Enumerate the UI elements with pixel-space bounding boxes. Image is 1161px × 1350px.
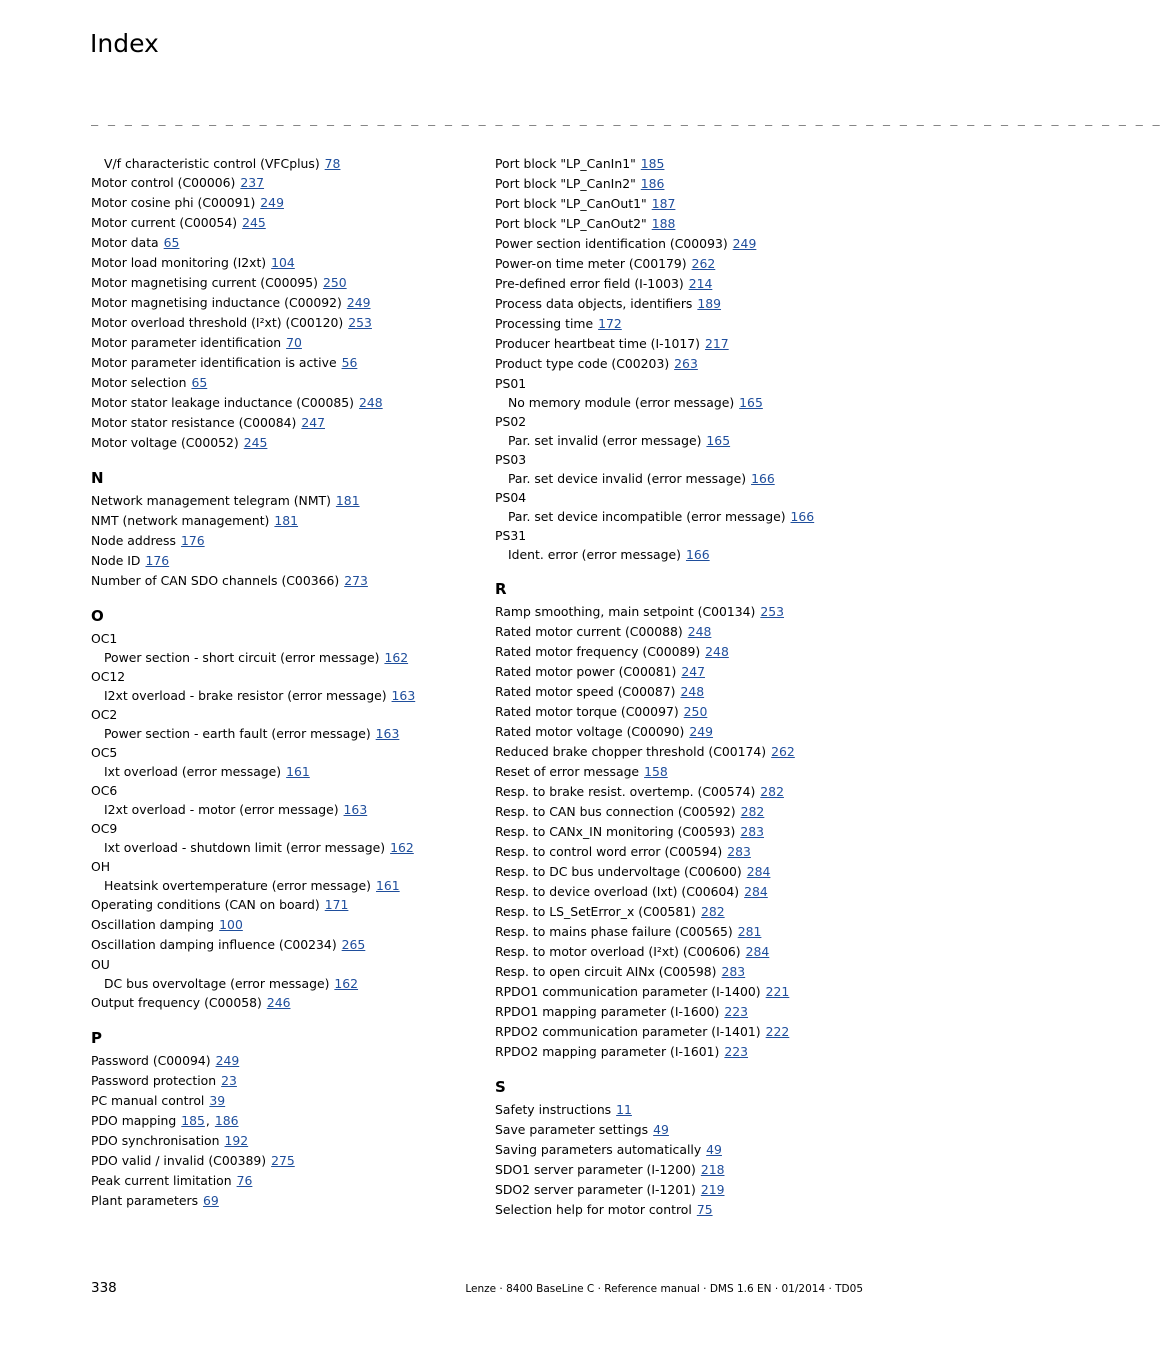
index-entry — [495, 682, 875, 702]
page-link[interactable]: 253 — [760, 604, 785, 619]
page-link[interactable]: 158 — [644, 764, 668, 779]
index-entry — [495, 254, 875, 274]
index-entry-text: Power section identification (C00093) — [495, 236, 728, 251]
index-entry-text: Port block "LP_CanIn2" — [495, 176, 636, 191]
index-entry-text: OC12 — [91, 669, 126, 684]
index-entry — [91, 915, 471, 935]
page-link[interactable]: 221 — [765, 984, 790, 999]
index-entry-text: Motor cosine phi (C00091) — [91, 195, 256, 210]
index-entry-text: Reduced brake chopper threshold (C00174) — [495, 744, 767, 759]
index-entry-text: Ident. error (error message) — [508, 547, 681, 562]
index-subentry — [91, 686, 471, 705]
page-link[interactable]: 282 — [740, 804, 765, 819]
page-link[interactable]: 76 — [236, 1173, 253, 1188]
index-entry-text: Reset of error message — [495, 764, 640, 779]
page-link[interactable]: 187 — [651, 196, 676, 211]
page-link[interactable]: 49 — [706, 1142, 722, 1157]
index-entry — [91, 955, 471, 974]
index-entry-text: RPDO2 mapping parameter (I-1601) — [495, 1044, 720, 1059]
page-link[interactable]: 176 — [180, 533, 205, 548]
index-entry — [495, 662, 875, 682]
page-link[interactable]: 250 — [683, 704, 708, 719]
index-entry — [91, 1151, 471, 1171]
index-entry — [495, 782, 875, 802]
page-link[interactable]: 163 — [343, 802, 368, 817]
page-link[interactable]: 249 — [732, 236, 757, 251]
page-link[interactable]: 273 — [344, 573, 368, 588]
index-entry-text: Par. set invalid (error message) — [508, 433, 702, 448]
page-link[interactable]: 246 — [266, 995, 291, 1010]
page-link[interactable]: 75 — [696, 1202, 713, 1217]
index-entry-text: Port block "LP_CanIn1" — [495, 156, 636, 171]
index-entry-text: OC6 — [91, 783, 118, 798]
page-link[interactable]: 162 — [384, 650, 409, 665]
index-entry-text: Motor load monitoring (I2xt) — [91, 255, 267, 270]
index-entry-text: Power-on time meter (C00179) — [495, 256, 687, 271]
index-entry-text: Peak current limitation — [91, 1173, 232, 1188]
page-link[interactable]: 49 — [653, 1122, 669, 1137]
page-link[interactable]: 39 — [209, 1093, 226, 1108]
page-link[interactable]: 189 — [697, 296, 722, 311]
index-entry — [495, 742, 875, 762]
index-entry — [495, 1200, 875, 1220]
index-entry-text: Safety instructions — [495, 1102, 612, 1117]
index-entry-text: Rated motor torque (C00097) — [495, 704, 679, 719]
index-entry — [495, 802, 875, 822]
page-link[interactable]: 219 — [700, 1182, 725, 1197]
index-subentry — [495, 507, 875, 526]
index-entry — [91, 743, 471, 762]
index-entry — [91, 173, 471, 193]
index-entry-text: Processing time — [495, 316, 594, 331]
index-entry-text: Motor magnetising inductance (C00092) — [91, 295, 342, 310]
index-entry-text: PDO valid / invalid (C00389) — [91, 1153, 267, 1168]
index-entry — [495, 642, 875, 662]
index-letter-heading: S — [495, 1078, 506, 1096]
index-entry-text: Motor selection — [91, 375, 187, 390]
index-subentry — [91, 154, 471, 173]
index-entry — [495, 922, 875, 942]
index-entry-text: Port block "LP_CanOut1" — [495, 196, 647, 211]
page-link[interactable]: 171 — [324, 897, 349, 912]
index-entry — [91, 333, 471, 353]
index-subentry — [91, 876, 471, 895]
index-entry-text: Resp. to DC bus undervoltage (C00600) — [495, 864, 742, 879]
index-entry-text: Motor voltage (C00052) — [91, 435, 239, 450]
index-entry-text: Process data objects, identifiers — [495, 296, 693, 311]
page-link[interactable]: 283 — [721, 964, 746, 979]
index-entry-text: OU — [91, 957, 110, 972]
index-entry — [495, 862, 875, 882]
page-link[interactable]: 185 — [640, 156, 665, 171]
index-entry — [91, 373, 471, 393]
index-entry — [495, 942, 875, 962]
page-link[interactable]: 100 — [219, 917, 243, 932]
index-entry-text: PDO mapping — [91, 1113, 177, 1128]
index-entry-text: Rated motor speed (C00087) — [495, 684, 676, 699]
index-entry — [495, 1002, 875, 1022]
page-link[interactable]: 249 — [260, 195, 284, 210]
page-link[interactable]: 250 — [322, 275, 347, 290]
page-link[interactable]: 283 — [727, 844, 751, 859]
page-link[interactable]: 218 — [700, 1162, 725, 1177]
page-link[interactable]: 262 — [771, 744, 795, 759]
page-link[interactable]: 181 — [274, 513, 299, 528]
index-entry — [495, 962, 875, 982]
index-entry — [495, 762, 875, 782]
page-link[interactable]: 176 — [145, 553, 170, 568]
page-link[interactable]: 284 — [746, 864, 771, 879]
index-entry-text: Node address — [91, 533, 176, 548]
index-entry — [495, 1022, 875, 1042]
page-link[interactable]: 70 — [286, 335, 302, 350]
index-entry — [495, 334, 875, 354]
index-entry — [495, 882, 875, 902]
index-entry-text: Password (C00094) — [91, 1053, 211, 1068]
index-entry — [495, 1160, 875, 1180]
page-link[interactable]: 247 — [681, 664, 705, 679]
index-entry-text: RPDO1 communication parameter (I-1400) — [495, 984, 761, 999]
page-link[interactable]: 56 — [341, 355, 358, 370]
page-link[interactable]: 283 — [740, 824, 765, 839]
index-entry-text: OC1 — [91, 631, 118, 646]
index-entry — [91, 213, 471, 233]
index-letter-heading: N — [91, 469, 104, 487]
index-entry — [91, 233, 471, 253]
page-link[interactable]: 165 — [706, 433, 731, 448]
page-link[interactable]: 223 — [724, 1044, 749, 1059]
page-link[interactable]: 166 — [751, 471, 775, 486]
index-entry — [91, 433, 471, 453]
index-entry — [495, 488, 875, 507]
page-link[interactable]: 186 — [214, 1113, 239, 1128]
index-entry-text: Resp. to motor overload (I²xt) (C00606) — [495, 944, 741, 959]
index-subentry — [91, 762, 471, 781]
index-entry — [91, 1091, 471, 1111]
page-link[interactable]: 69 — [203, 1193, 219, 1208]
page-link[interactable]: 248 — [359, 395, 383, 410]
index-entry-text: Saving parameters automatically — [495, 1142, 702, 1157]
index-entry-text: Motor stator leakage inductance (C00085) — [91, 395, 354, 410]
page-link[interactable]: 247 — [301, 415, 325, 430]
page-link[interactable]: 253 — [348, 315, 372, 330]
index-entry — [91, 667, 471, 686]
page-link[interactable]: 161 — [286, 764, 310, 779]
header-rule: _ _ _ _ _ _ _ _ _ _ _ _ _ _ _ _ _ _ _ _ _ _ _ _ _ _ _ _ _ _ _ _ _ _ _ _ _ _ _ _ _ _ _ _ _ _ _ _ _ _ _ _ _ _ _ _ _ _ _ _ _ _ _ _ — [91, 112, 1161, 126]
page-link[interactable]: 284 — [745, 944, 770, 959]
index-entry — [495, 842, 875, 862]
index-entry-text: Motor parameter identification is active — [91, 355, 337, 370]
index-entry-text: PS04 — [495, 490, 527, 505]
index-entry-text: Ixt overload - shutdown limit (error message) — [104, 840, 386, 855]
index-entry — [91, 1071, 471, 1091]
index-entry-text: Node ID — [91, 553, 141, 568]
index-entry-text: OH — [91, 859, 111, 874]
page-separator: , — [205, 1113, 210, 1128]
index-entry-text: OC5 — [91, 745, 118, 760]
index-entry — [495, 526, 875, 545]
page-link[interactable]: 281 — [737, 924, 762, 939]
index-entry-text: Resp. to CANx_IN monitoring (C00593) — [495, 824, 736, 839]
page-link[interactable]: 165 — [739, 395, 763, 410]
page-link[interactable]: 163 — [391, 688, 416, 703]
index-entry — [91, 895, 471, 915]
index-entry — [495, 214, 875, 234]
page-link[interactable]: 248 — [680, 684, 705, 699]
index-entry-text: DC bus overvoltage (error message) — [104, 976, 330, 991]
index-entry — [495, 982, 875, 1002]
page-link[interactable]: 162 — [390, 840, 414, 855]
index-entry-text: Motor stator resistance (C00084) — [91, 415, 297, 430]
page-link[interactable]: 65 — [191, 375, 208, 390]
index-entry — [495, 1140, 875, 1160]
index-entry-text: Motor data — [91, 235, 159, 250]
index-entry-text: PDO synchronisation — [91, 1133, 220, 1148]
index-entry-text: Network management telegram (NMT) — [91, 493, 331, 508]
index-entry-text: V/f characteristic control (VFCplus) — [104, 156, 320, 171]
page-link[interactable]: 162 — [334, 976, 359, 991]
page-link[interactable]: 163 — [375, 726, 400, 741]
index-entry-text: Resp. to open circuit AINx (C00598) — [495, 964, 717, 979]
index-entry-text: Resp. to device overload (Ixt) (C00604) — [495, 884, 740, 899]
index-entry-text: Motor parameter identification — [91, 335, 282, 350]
index-entry — [495, 622, 875, 642]
page-link[interactable]: 192 — [224, 1133, 249, 1148]
index-entry — [495, 902, 875, 922]
index-entry-text: OC9 — [91, 821, 118, 836]
page-link[interactable]: 186 — [640, 176, 665, 191]
index-entry-text: PS01 — [495, 376, 527, 391]
index-entry — [495, 154, 875, 174]
index-subentry — [91, 974, 471, 993]
page-link[interactable]: 248 — [705, 644, 729, 659]
index-entry-text: Motor control (C00006) — [91, 175, 236, 190]
index-subentry — [91, 838, 471, 857]
index-subentry — [91, 800, 471, 819]
index-entry — [495, 722, 875, 742]
index-entry-text: Rated motor power (C00081) — [495, 664, 677, 679]
index-entry-text: Heatsink overtemperature (error message) — [104, 878, 371, 893]
index-entry-text: Par. set device incompatible (error message) — [508, 509, 786, 524]
index-column-left — [91, 154, 471, 1211]
page-link[interactable]: 282 — [760, 784, 784, 799]
index-entry-text: Rated motor current (C00088) — [495, 624, 683, 639]
index-entry-text: I2xt overload - motor (error message) — [104, 802, 339, 817]
index-entry-text: Motor current (C00054) — [91, 215, 238, 230]
index-entry — [495, 374, 875, 393]
index-entry-text: PC manual control — [91, 1093, 205, 1108]
page-link[interactable]: 248 — [687, 624, 712, 639]
index-entry — [495, 450, 875, 469]
index-entry — [495, 354, 875, 374]
index-entry-text: Power section - short circuit (error message) — [104, 650, 380, 665]
index-entry-text: Ramp smoothing, main setpoint (C00134) — [495, 604, 756, 619]
index-entry-text: Operating conditions (CAN on board) — [91, 897, 320, 912]
index-entry — [495, 294, 875, 314]
index-subentry — [495, 545, 875, 564]
index-entry-text: SDO1 server parameter (I-1200) — [495, 1162, 696, 1177]
page-link[interactable]: 23 — [221, 1073, 237, 1088]
index-entry — [91, 1111, 471, 1131]
index-entry-text: OC2 — [91, 707, 118, 722]
index-entry-text: Save parameter settings — [495, 1122, 649, 1137]
index-entry — [495, 194, 875, 214]
index-entry-text: Pre-defined error field (I-1003) — [495, 276, 684, 291]
page-title: Index — [90, 29, 159, 58]
index-subentry — [495, 469, 875, 488]
index-entry — [91, 313, 471, 333]
index-entry-text: Motor magnetising current (C00095) — [91, 275, 318, 290]
index-entry-text: Power section - earth fault (error message) — [104, 726, 371, 741]
index-entry — [91, 531, 471, 551]
index-entry — [91, 819, 471, 838]
page-link[interactable]: 265 — [341, 937, 366, 952]
index-entry-text: RPDO1 mapping parameter (I-1600) — [495, 1004, 720, 1019]
document-info: Lenze · 8400 BaseLine C · Reference manual · DMS 1.6 EN · 01/2014 · TD05 — [465, 1283, 863, 1295]
index-entry-text: Producer heartbeat time (I-1017) — [495, 336, 701, 351]
index-entry-text: Resp. to LS_SetError_x (C00581) — [495, 904, 696, 919]
index-entry — [91, 705, 471, 724]
index-entry-text: PS03 — [495, 452, 527, 467]
index-entry-text: Rated motor frequency (C00089) — [495, 644, 701, 659]
index-entry — [91, 253, 471, 273]
index-entry — [91, 1191, 471, 1211]
index-entry — [495, 1180, 875, 1200]
index-entry — [495, 1042, 875, 1062]
page-link[interactable]: 172 — [598, 316, 622, 331]
index-entry-text: Port block "LP_CanOut2" — [495, 216, 647, 231]
index-entry — [91, 993, 471, 1013]
index-letter-heading: P — [91, 1029, 102, 1047]
index-entry — [91, 273, 471, 293]
index-entry-text: PS31 — [495, 528, 527, 543]
index-entry — [91, 413, 471, 433]
index-entry — [495, 314, 875, 334]
page-link[interactable]: 65 — [163, 235, 180, 250]
index-entry — [495, 822, 875, 842]
index-entry-text: I2xt overload - brake resistor (error message) — [104, 688, 387, 703]
index-entry-text: Resp. to CAN bus connection (C00592) — [495, 804, 736, 819]
index-entry — [91, 629, 471, 648]
index-entry-text: Oscillation damping influence (C00234) — [91, 937, 337, 952]
index-entry — [495, 1100, 875, 1120]
page-link[interactable]: 166 — [790, 509, 815, 524]
index-entry-text: Product type code (C00203) — [495, 356, 670, 371]
index-entry — [495, 174, 875, 194]
page-link[interactable]: 237 — [240, 175, 265, 190]
index-entry-text: Motor overload threshold (I²xt) (C00120) — [91, 315, 344, 330]
page-link[interactable]: 188 — [651, 216, 676, 231]
index-entry — [91, 193, 471, 213]
page-link[interactable]: 217 — [705, 336, 729, 351]
index-entry — [495, 274, 875, 294]
index-subentry — [91, 648, 471, 667]
index-entry-text: No memory module (error message) — [508, 395, 735, 410]
index-entry-text: Output frequency (C00058) — [91, 995, 262, 1010]
index-letter-heading: O — [91, 607, 104, 625]
index-entry — [91, 857, 471, 876]
index-entry — [91, 1171, 471, 1191]
index-entry — [91, 571, 471, 591]
page-link[interactable]: 284 — [744, 884, 768, 899]
page-link[interactable]: 262 — [691, 256, 716, 271]
index-entry-text: Ixt overload (error message) — [104, 764, 282, 779]
index-entry-text: SDO2 server parameter (I-1201) — [495, 1182, 696, 1197]
index-entry-text: RPDO2 communication parameter (I-1401) — [495, 1024, 761, 1039]
index-entry — [495, 412, 875, 431]
page-link[interactable]: 223 — [724, 1004, 749, 1019]
index-column-right — [495, 154, 875, 1220]
index-entry — [91, 293, 471, 313]
page-link[interactable]: 222 — [765, 1024, 790, 1039]
index-entry — [495, 702, 875, 722]
index-entry — [495, 1120, 875, 1140]
page-link[interactable]: 166 — [685, 547, 710, 562]
page-link[interactable]: 263 — [674, 356, 698, 371]
page-link[interactable]: 181 — [335, 493, 360, 508]
index-entry — [91, 1131, 471, 1151]
index-entry-text: Oscillation damping — [91, 917, 215, 932]
page-link[interactable]: 245 — [242, 215, 266, 230]
index-entry — [495, 602, 875, 622]
page-number: 338 — [91, 1280, 117, 1296]
index-entry — [91, 353, 471, 373]
page-link[interactable]: 249 — [346, 295, 371, 310]
index-entry — [91, 491, 471, 511]
index-entry-text: Resp. to brake resist. overtemp. (C00574) — [495, 784, 756, 799]
index-entry-text: NMT (network management) — [91, 513, 270, 528]
index-entry-text: PS02 — [495, 414, 527, 429]
index-subentry — [495, 393, 875, 412]
page-link[interactable]: 11 — [616, 1102, 632, 1117]
page-link[interactable]: 275 — [271, 1153, 295, 1168]
index-entry — [495, 234, 875, 254]
index-entry-text: Password protection — [91, 1073, 217, 1088]
page-link[interactable]: 249 — [215, 1053, 240, 1068]
page-link[interactable]: 185 — [181, 1113, 205, 1128]
index-subentry — [495, 431, 875, 450]
index-entry — [91, 1051, 471, 1071]
index-entry-text: Number of CAN SDO channels (C00366) — [91, 573, 340, 588]
index-entry-text: Rated motor voltage (C00090) — [495, 724, 685, 739]
index-entry-text: Par. set device invalid (error message) — [508, 471, 747, 486]
index-entry-text: Plant parameters — [91, 1193, 199, 1208]
page-link[interactable]: 78 — [324, 156, 341, 171]
index-entry — [91, 781, 471, 800]
index-entry — [91, 935, 471, 955]
index-entry — [91, 551, 471, 571]
index-entry-text: Selection help for motor control — [495, 1202, 692, 1217]
page-link[interactable]: 214 — [688, 276, 713, 291]
index-entry-text: Resp. to control word error (C00594) — [495, 844, 723, 859]
index-entry — [91, 393, 471, 413]
page-link[interactable]: 104 — [271, 255, 295, 270]
page-link[interactable]: 282 — [700, 904, 725, 919]
index-letter-heading: R — [495, 580, 507, 598]
page-link[interactable]: 161 — [376, 878, 400, 893]
index-entry — [91, 511, 471, 531]
page-link[interactable]: 249 — [689, 724, 713, 739]
page-link[interactable]: 245 — [243, 435, 268, 450]
index-subentry — [91, 724, 471, 743]
index-entry-text: Resp. to mains phase failure (C00565) — [495, 924, 733, 939]
